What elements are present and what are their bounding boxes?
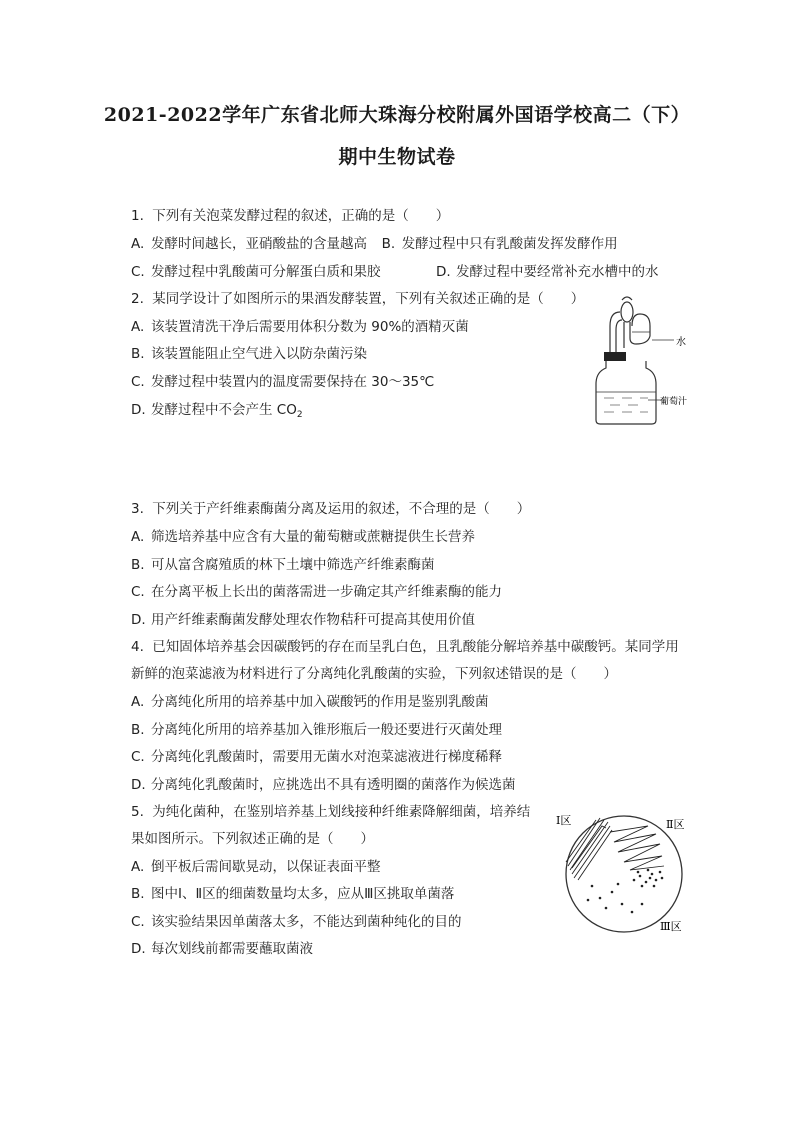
question-text: 下列关于产纤维素酶菌分离及运用的叙述，不合理的是（ ） bbox=[152, 501, 531, 517]
option-d-text: 每次划线前都需要蘸取菌液 bbox=[151, 941, 313, 957]
option-letter-a: A. bbox=[131, 236, 145, 252]
option-letter-c: C. bbox=[131, 584, 145, 600]
question-3-option-b bbox=[131, 553, 435, 573]
question-text: 新鲜的泡菜滤液为材料进行了分离纯化乳酸菌的实验，下列叙述错误的是（ ） bbox=[131, 666, 617, 682]
option-b-text: 发酵过程中只有乳酸菌发挥发酵作用 bbox=[401, 236, 618, 252]
option-a-text: 发酵时间越长，亚硝酸盐的含量越高 bbox=[151, 236, 367, 252]
option-b-text: 可从富含腐殖质的林下土壤中筛选产纤维素酶菌 bbox=[151, 557, 435, 573]
option-b-text: 分离纯化所用的培养基加入锥形瓶后一般还要进行灭菌处理 bbox=[151, 722, 502, 738]
question-text: 下列有关泡菜发酵过程的叙述，正确的是（ ） bbox=[152, 208, 450, 224]
label-zone-2: Ⅱ区 bbox=[666, 818, 685, 831]
question-2-option-d bbox=[131, 398, 303, 420]
question-number: 3. bbox=[131, 501, 144, 517]
question-3-option-a bbox=[131, 525, 475, 545]
question-2-option-b bbox=[131, 342, 367, 362]
question-1-option-d bbox=[436, 260, 659, 280]
question-3-option-c bbox=[131, 580, 502, 600]
question-4-stem-line1 bbox=[131, 635, 679, 655]
option-letter-d: D. bbox=[436, 264, 451, 280]
option-a-text: 该装置清洗干净后需要用体积分数为 90%的酒精灭菌 bbox=[151, 319, 469, 335]
option-c-text: 分离纯化乳酸菌时，需要用无菌水对泡菜滤液进行梯度稀释 bbox=[151, 749, 502, 765]
option-c-text: 在分离平板上长出的菌落需进一步确定其产纤维素酶的能力 bbox=[151, 584, 502, 600]
option-a-text: 倒平板后需间歇晃动，以保证表面平整 bbox=[151, 859, 381, 875]
question-4-option-a bbox=[131, 690, 489, 710]
label-zone-3: Ⅲ区 bbox=[660, 920, 682, 933]
question-5-option-d bbox=[131, 937, 313, 957]
option-letter-c: C. bbox=[131, 914, 145, 930]
label-grape-juice: 葡萄汁 bbox=[660, 397, 688, 407]
question-4-option-b bbox=[131, 718, 502, 738]
option-letter-a: A. bbox=[131, 529, 145, 545]
question-5-stem-line1 bbox=[131, 800, 530, 820]
option-a-text: 分离纯化所用的培养基中加入碳酸钙的作用是鉴别乳酸菌 bbox=[151, 694, 489, 710]
exam-title-line1: 2021-2022学年广东省北师大珠海分校附属外国语学校高二（下） bbox=[103, 104, 691, 126]
option-c-text: 该实验结果因单菌落太多，不能达到菌种纯化的目的 bbox=[151, 914, 462, 930]
question-number: 5. bbox=[131, 804, 144, 820]
question-1-stem bbox=[131, 204, 449, 224]
option-letter-a: A. bbox=[131, 859, 145, 875]
question-text: 某同学设计了如图所示的果酒发酵装置，下列有关叙述正确的是（ ） bbox=[152, 291, 585, 307]
exam-title-line2: 期中生物试卷 bbox=[338, 146, 456, 168]
question-1-options-cd bbox=[131, 260, 381, 280]
option-letter-d: D. bbox=[131, 777, 146, 793]
option-letter-c: C. bbox=[131, 264, 145, 280]
option-d-text: 发酵过程中要经常补充水槽中的水 bbox=[456, 264, 659, 280]
option-letter-b: B. bbox=[131, 346, 145, 362]
option-d-text: 用产纤维素酶菌发酵处理农作物秸秆可提高其使用价值 bbox=[151, 612, 475, 628]
label-water: 水 bbox=[676, 337, 686, 348]
option-letter-c: C. bbox=[131, 749, 145, 765]
question-3-option-d bbox=[131, 608, 475, 628]
question-number: 1. bbox=[131, 208, 144, 224]
option-letter-b: B. bbox=[131, 722, 145, 738]
streak-plate-figure bbox=[552, 808, 700, 936]
question-text: 为纯化菌种，在鉴别培养基上划线接种纤维素降解细菌，培养结 bbox=[152, 804, 531, 820]
option-letter-a: A. bbox=[131, 694, 145, 710]
question-5-option-c bbox=[131, 910, 462, 930]
option-c-text: 发酵过程中装置内的温度需要保持在 30～35℃ bbox=[151, 374, 435, 390]
option-letter-b: B. bbox=[381, 236, 396, 252]
question-3-stem bbox=[131, 497, 530, 517]
option-letter-d: D. bbox=[131, 941, 146, 957]
option-letter-b: B. bbox=[131, 886, 145, 902]
option-d-text: 分离纯化乳酸菌时，应挑选出不具有透明圈的菌落作为候选菌 bbox=[151, 777, 516, 793]
question-4-option-c bbox=[131, 745, 502, 765]
option-b-text: 该装置能阻止空气进入以防杂菌污染 bbox=[151, 346, 367, 362]
option-letter-d: D. bbox=[131, 402, 146, 418]
option-c-text: 发酵过程中乳酸菌可分解蛋白质和果胶 bbox=[151, 264, 381, 280]
question-5-option-b bbox=[131, 882, 454, 902]
option-letter-d: D. bbox=[131, 612, 146, 628]
question-number: 4. bbox=[131, 639, 144, 655]
question-number: 2. bbox=[131, 291, 144, 307]
option-letter-c: C. bbox=[131, 374, 145, 390]
option-a-text: 筛选培养基中应含有大量的葡萄糖或蔗糖提供生长营养 bbox=[151, 529, 475, 545]
option-d-text: 发酵过程中不会产生 CO bbox=[151, 402, 297, 418]
question-2-option-c bbox=[131, 370, 434, 390]
question-2-stem bbox=[131, 287, 584, 307]
option-letter-a: A. bbox=[131, 319, 145, 335]
question-5-option-a bbox=[131, 855, 381, 875]
question-text: 已知固体培养基会因碳酸钙的存在而呈乳白色，且乳酸能分解培养基中碳酸钙。某同学用 bbox=[152, 639, 679, 655]
question-4-option-d bbox=[131, 773, 516, 793]
question-1-options-ab bbox=[131, 232, 618, 252]
fermentation-apparatus-figure bbox=[592, 292, 712, 426]
subscript: 2 bbox=[296, 410, 303, 420]
question-text: 果如图所示。下列叙述正确的是（ ） bbox=[131, 831, 374, 847]
question-2-option-a bbox=[131, 315, 469, 335]
question-4-stem-line2 bbox=[131, 662, 617, 682]
option-letter-b: B. bbox=[131, 557, 145, 573]
question-5-stem-line2 bbox=[131, 827, 374, 847]
label-zone-1: Ⅰ区 bbox=[556, 814, 572, 827]
option-b-text: 图中Ⅰ、Ⅱ区的细菌数量均太多，应从Ⅲ区挑取单菌落 bbox=[151, 886, 455, 902]
